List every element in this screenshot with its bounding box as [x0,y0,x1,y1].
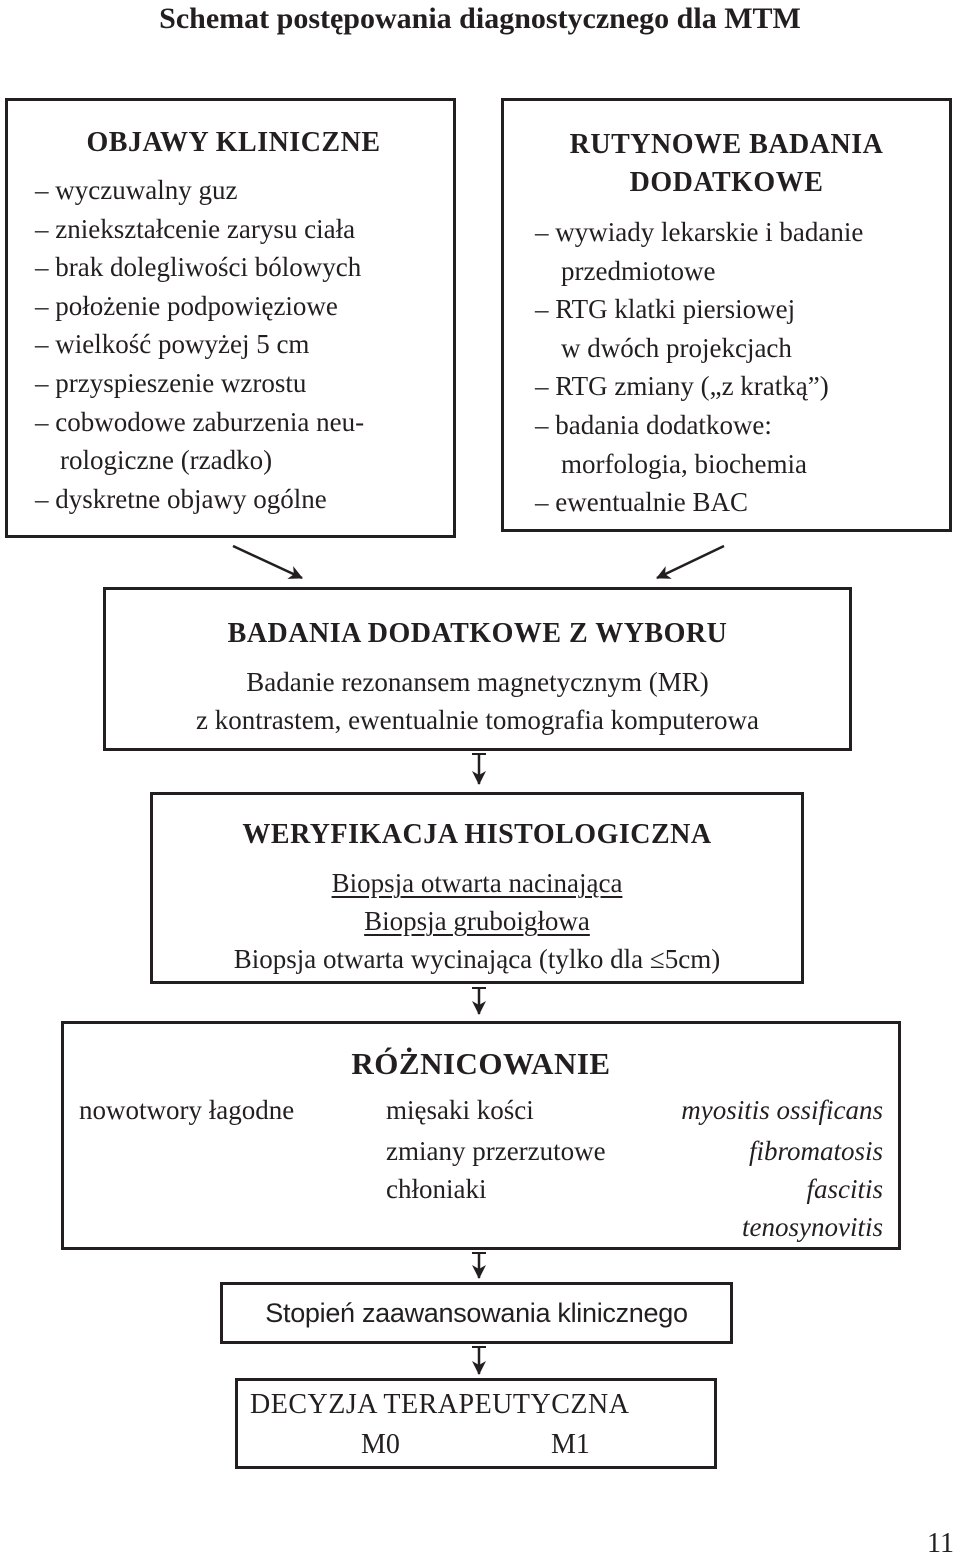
differential-item: myositis ossificans [681,1095,883,1125]
list-item-continuation: przedmiotowe [561,255,716,286]
list-item: – badania dodatkowe: [535,410,772,440]
arrow-clinical-to-optional [233,546,302,578]
clinical-stage-label: Stopień zaawansowania klinicznego [265,1298,688,1328]
page-number: 11 [927,1528,954,1559]
arrow-routine-to-optional [657,546,724,578]
routine-tests-header-line1: RUTYNOWE BADANIA [569,129,884,160]
routine-tests-header-line2: DODATKOWE [629,167,824,198]
page-title: Schemat postępowania diagnostycznego dla MTM [159,2,801,35]
list-item: – ewentualnie BAC [535,487,748,518]
decision-option-m1: M1 [551,1429,590,1460]
list-item: – przyspieszenie wzrostu [35,368,307,398]
histology-header: WERYFIKACJA HISTOLOGICZNA [242,819,712,850]
optional-tests-line: z kontrastem, ewentualnie tomografia komputerowa [195,705,760,735]
biopsy-excisional: Biopsja otwarta wycinająca (tylko dla ≤5cm) [233,944,721,974]
differential-benign: nowotwory łagodne [79,1095,295,1125]
therapeutic-decision-header: DECYZJA TERAPEUTYCZNA [250,1389,630,1420]
list-item: – wyczuwalny guz [35,175,238,205]
list-item: – wielkość powyżej 5 cm [35,329,310,360]
biopsy-core-needle: Biopsja gruboigłowa [364,906,590,936]
differential-item: fascitis [806,1174,883,1204]
list-item: – wywiady lekarskie i badanie [535,217,864,247]
differential-item: fibromatosis [748,1136,883,1166]
differential-header: RÓŻNICOWANIE [351,1046,611,1081]
list-item-continuation: w dwóch projekcjach [561,332,792,363]
differential-item: zmiany przerzutowe [386,1136,606,1166]
list-item-continuation: rologiczne (rzadko) [60,445,273,476]
differential-item: chłoniaki [386,1174,487,1204]
clinical-symptoms-header: OBJAWY KLINICZNE [86,127,381,158]
decision-option-m0: M0 [361,1429,400,1460]
list-item: – zniekształcenie zarysu ciała [35,213,356,244]
optional-tests-line: Badanie rezonansem magnetycznym (MR) [246,667,709,697]
list-item: – położenie podpowięziowe [35,290,338,321]
differential-item: mięsaki kości [386,1095,534,1125]
biopsy-incisional: Biopsja otwarta nacinająca [331,868,623,898]
optional-tests-header: BADANIA DODATKOWE Z WYBORU [227,618,728,649]
list-item: – brak dolegliwości bólowych [35,252,362,283]
list-item: – dyskretne objawy ogólne [35,483,327,514]
list-item: – RTG zmiany („z kratką”) [535,371,829,402]
list-item: – cobwodowe zaburzenia neu- [35,406,365,437]
differential-item: tenosynovitis [742,1212,883,1242]
list-item: – RTG klatki piersiowej [535,294,796,325]
list-item-continuation: morfologia, biochemia [561,448,807,479]
